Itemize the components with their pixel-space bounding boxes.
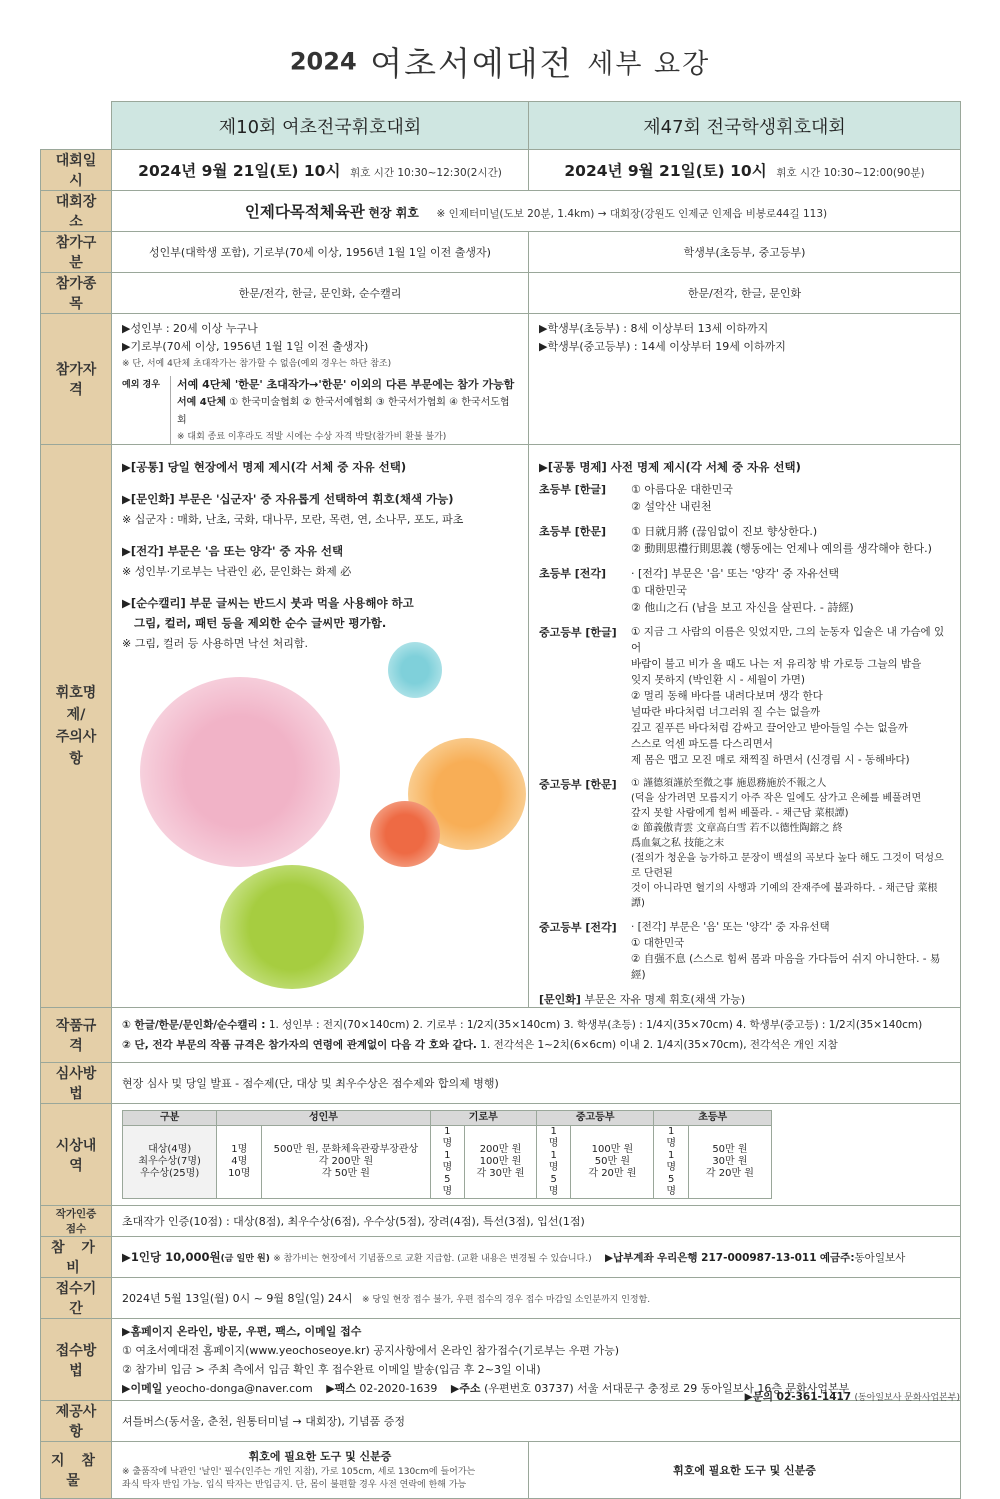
label-period: 접수기간 (41, 1278, 112, 1319)
theme-item-label: 중고등부 [전각] (539, 921, 617, 934)
theme-left-calli-2: 그림, 컬러, 패턴 등을 제외한 순수 글씨만 평가함. (134, 616, 387, 630)
theme-left-seal: ▶[전각] 부문은 '음 또는 양각' 중 자유 선택 (122, 544, 344, 558)
theme-item-text: ① 謹德須謹於至微之事 施恩務施於不報之人 (덕을 삼가려면 모름지기 아주 작은 일에도 삼가고 은혜를 베풀려면 갚지 못할 사람에게 힘써 베풀라. - 채근담 菜根譚) ② 節義傲青雲 文章高白雪 若不以德性陶鎔之 終 爲血氣之私 技能之末 (절의가 청운을 능가하고 문장이 백설의 곡보다 높다 해도 그것이 덕성으로 단련된 것이 아니라면 혈기의 사행과 기예의 잔재주에 불과하다. - 채근담 菜根譚) (631, 778, 944, 909)
qual-secondary: ▶학생부(중고등부) : 14세 이상부터 19세 이하까지 (539, 340, 786, 353)
method-line2: ② 참가비 입금 > 주최 측에서 입금 확인 후 접수완료 이메일 발송(입금 후 2~3일 이내) (122, 1362, 541, 1376)
label-event: 참가종목 (41, 273, 112, 314)
period-cell (112, 1278, 961, 1319)
judge-cell: 현장 심사 및 당일 발표 - 점수제(단, 대상 및 최우수상은 점수제와 합의제 병행) (112, 1063, 961, 1104)
theme-right-common: ▶[공통 명제] 사전 명제 제시(각 서체 중 자유 선택) (539, 460, 801, 474)
venue-tag: 현장 휘호 (368, 206, 419, 220)
column-head-left: 제10회 여초전국휘호대회 (112, 102, 529, 150)
label-qualification: 참가자격 (41, 314, 112, 445)
venue-note: ※ 인제터미널(도보 20분, 1.4km) → 대회장(강원도 인제군 인제읍 비봉로44길 113) (436, 208, 828, 220)
title-year: 2024 (289, 47, 357, 76)
qual-note: ※ 단, 서예 4단체 초대작가는 참가할 수 없음(예외 경우는 하단 참조) (122, 359, 392, 369)
qual-four-label: 서예 4단체 (177, 397, 227, 408)
decor-blob-pink (140, 677, 340, 867)
prize-ranks: 대상(4명) 최우수상(7명) 우수상(25명) (123, 1126, 217, 1199)
category-right: 학생부(초등부, 중고등부) (529, 232, 961, 273)
page-title (0, 38, 1000, 85)
qual-exception-text: 서예 4단체 '한문' 초대작가→'한문' 이외의 다른 부문에는 참가 가능함 (177, 378, 515, 391)
qual-four-note: ※ 대회 종료 이후라도 적발 시에는 수상 자격 박탈(참가비 환불 불가) (177, 432, 447, 442)
venue-main: 인제다목적체육관 (244, 203, 365, 221)
decor-blob-green (220, 865, 364, 989)
contact-footer (745, 1389, 960, 1404)
theme-item-text: ① 아름다운 대한민국 ② 설악산 내린천 (631, 483, 733, 513)
bring-left (112, 1442, 529, 1499)
contact-org: (동아일보사 문화사업본부) (854, 1393, 960, 1403)
spec-line1-bold: ① 한글/한문/문인화/순수캘리 : (122, 1019, 266, 1031)
theme-item-label: 초등부 [한글] (539, 483, 607, 496)
prize-amount: 50만 원 30만 원 각 20만 원 (688, 1126, 771, 1199)
label-cert: 작가인증점수 (41, 1206, 112, 1237)
theme-item-text: · [전각] 부문은 '음' 또는 '양각' 중 자유선택 ① 대한민국 ② 他山之石 (남을 보고 자신을 살핀다. - 詩經) (631, 567, 854, 614)
theme-left-literati-note: ※ 십군자 : 매화, 난초, 국화, 대나무, 모란, 목련, 연, 소나무, 포도, 파초 (122, 513, 464, 526)
prize-count: 1명 4명 10명 (217, 1126, 262, 1199)
guideline-table (40, 101, 961, 1499)
method-address-label: ▶주소 (450, 1381, 481, 1395)
contact-phone: ▶문의 02-361-1417 (744, 1391, 852, 1403)
label-prize: 시상내역 (41, 1104, 112, 1206)
fee-holder-label: 예금주: (819, 1252, 855, 1264)
theme-item-label: 중고등부 [한문] (539, 778, 617, 791)
theme-left-literati: ▶[문인화] 부문은 '십군자' 중 자유롭게 선택하여 휘호(채색 가능) (122, 492, 454, 506)
fee-account-label: ▶납부계좌 (604, 1252, 654, 1264)
prize-count: 1명 1명 5명 (430, 1126, 464, 1199)
date-right-main: 2024년 9월 21일(토) 10시 (564, 162, 767, 180)
theme-left-common: ▶[공통] 당일 현장에서 명제 제시(각 서체 중 자유 선택) (122, 460, 407, 474)
qualification-left (112, 314, 529, 445)
theme-item (539, 523, 950, 557)
theme-item-text: · [전각] 부문은 '음' 또는 '양각' 중 자유선택 ① 대한민국 ② 自强不息 (스스로 힘써 몸과 마음을 가다듬어 쉬지 아니한다. - 易經) (631, 921, 941, 981)
theme-item (539, 919, 950, 983)
fee-cell (112, 1237, 961, 1278)
prize-count: 1명 1명 5명 (654, 1126, 688, 1199)
prize-table (122, 1110, 772, 1199)
event-left: 한문/전각, 한글, 문인화, 순수캘리 (112, 273, 529, 314)
fee-note: ※ 참가비는 현장에서 기념품으로 교환 지급함. (교환 내용은 변경될 수 있습니다.) (273, 1254, 592, 1264)
fee-main-sub: (금 일만 원) (220, 1254, 270, 1264)
label-method: 접수방법 (41, 1319, 112, 1401)
method-email-label: ▶이메일 (122, 1381, 163, 1395)
provide-cell: 셔틀버스(동서울, 춘천, 원통터미널 → 대회장), 기념품 증정 (112, 1401, 961, 1442)
theme-item (539, 776, 950, 911)
prize-head: 구분 (123, 1111, 217, 1126)
decor-blob-teal (388, 642, 442, 698)
theme-left-calli-note: ※ 그림, 컬러 등 사용하면 낙선 처리함. (122, 637, 308, 650)
theme-item (539, 481, 950, 515)
theme-item-label: 중고등부 [한글] (539, 626, 617, 639)
fee-holder: 동아일보사 (854, 1252, 906, 1264)
theme-item-text: ① 日就月將 (끊임없이 진보 향상한다.) ② 動則思禮行則思義 (행동에는 언제나 예의를 생각해야 한다.) (631, 525, 932, 555)
method-address: (우편번호 03737) 서울 서대문구 충정로 29 동아일보사 16층 문화사업본부 (484, 1381, 850, 1395)
date-right-sub: 휘호 시간 10:30~12:00(90분) (776, 167, 925, 179)
theme-item-label: 초등부 [한문] (539, 525, 607, 538)
prize-head: 초등부 (654, 1111, 772, 1126)
theme-item-text: ① 지금 그 사람의 이름은 잊었지만, 그의 눈동자 입술은 내 가슴에 있어 바람이 불고 비가 올 때도 나는 저 유리창 밖 가로등 그늘의 밤을 잊지 못하지 (박인환 시 - 세월이 가면) ② 멀리 동해 바다를 내려다보며 생각 한다 널따란 바다처럼 너그러워 질 수는 없을까 깊고 짙푸른 바다처럼 감싸고 끌어안고 받아들일 수는 없을까 스스로 억센 파도를 다스리면서 제 몸은 맵고 모진 매로 채찍질 하면서 (신경림 시 - 동해바다) (631, 626, 945, 766)
label-theme: 휘호명제/ 주의사항 (41, 445, 112, 1008)
qualification-right (529, 314, 961, 445)
label-bring: 지 참 물 (41, 1442, 112, 1499)
bring-left-note: ※ 출품작에 낙관인 '날인' 필수(인주는 개인 지참), 가로 105cm, 세로 130cm에 들어가는 좌식 탁자 반입 가능. 입식 탁자는 반입금지. 단, 몸이 불편할 경우 사전 연락에 한해 가능 (122, 1467, 476, 1490)
date-left-sub: 휘호 시간 10:30~12:30(2시간) (350, 167, 502, 179)
theme-left-calli: ▶[순수캘리] 부문 글씨는 반드시 붓과 먹을 사용해야 하고 (122, 596, 414, 610)
date-left-main: 2024년 9월 21일(토) 10시 (138, 162, 341, 180)
category-left: 성인부(대학생 포함), 기로부(70세 이상, 1956년 1월 1일 이전 출생자) (112, 232, 529, 273)
method-fax-label: ▶팩스 (326, 1381, 356, 1395)
fee-account: 우리은행 217-000987-13-011 (656, 1252, 817, 1264)
spec-line2-bold: ② 단, 전각 부문의 작품 규격은 참가자의 연령에 관계없이 다음 각 호와 같다. (122, 1039, 477, 1051)
label-category: 참가구분 (41, 232, 112, 273)
prize-amount: 100만 원 50만 원 각 20만 원 (571, 1126, 654, 1199)
method-fax: 02-2020-1639 (359, 1381, 438, 1395)
date-right (529, 150, 961, 191)
method-email[interactable]: yeocho-donga@naver.com (165, 1381, 313, 1395)
label-judge: 심사방법 (41, 1063, 112, 1104)
title-main: 여초서예대전 (370, 44, 574, 83)
venue-cell (112, 191, 961, 232)
bring-right: 휘호에 필요한 도구 및 신분증 (529, 1442, 961, 1499)
period-main: 2024년 5월 13일(월) 0시 ~ 9월 8일(일) 24시 (122, 1292, 353, 1305)
spec-cell (112, 1008, 961, 1063)
theme-right-literati-label: [문인화] (539, 993, 581, 1006)
method-head: ▶홈페이지 온라인, 방문, 우편, 팩스, 이메일 접수 (122, 1324, 362, 1338)
prize-amount: 200만 원 100만 원 각 30만 원 (465, 1126, 537, 1199)
theme-item-label: 초등부 [전각] (539, 567, 607, 580)
label-venue: 대회장소 (41, 191, 112, 232)
qual-four-text: ① 한국미술협회 ② 한국서예협회 ③ 한국서가협회 ④ 한국서도협회 (177, 397, 510, 426)
spec-line2: 1. 전각석은 1~2치(6×6cm) 이내 2. 1/4지(35×70cm), 전각석은 개인 지참 (476, 1039, 838, 1051)
event-right: 한문/전각, 한글, 문인화 (529, 273, 961, 314)
prize-cell (112, 1104, 961, 1206)
column-head-right: 제47회 전국학생휘호대회 (529, 102, 961, 150)
theme-right (529, 445, 961, 1008)
label-date: 대회일시 (41, 150, 112, 191)
prize-amount: 500만 원, 문화체육관광부장관상 각 200만 원 각 50만 원 (262, 1126, 430, 1199)
theme-item (539, 565, 950, 616)
prize-head: 기로부 (430, 1111, 536, 1126)
theme-item (539, 624, 950, 768)
fee-main: ▶1인당 10,000원 (122, 1250, 221, 1264)
date-left (112, 150, 529, 191)
decor-blob-red (370, 801, 440, 867)
prize-head: 성인부 (217, 1111, 430, 1126)
qual-elder: ▶기로부(70세 이상, 1956년 1월 1일 이전 출생자) (122, 340, 369, 353)
corner-cell (41, 102, 112, 150)
theme-left (112, 445, 529, 1008)
label-provide: 제공사항 (41, 1401, 112, 1442)
qual-adult: ▶성인부 : 20세 이상 누구나 (122, 322, 258, 335)
prize-count: 1명 1명 5명 (536, 1126, 570, 1199)
period-note: ※ 당일 현장 접수 불가, 우편 접수의 경우 접수 마감일 소인분까지 인정함. (361, 1295, 651, 1305)
qual-elementary: ▶학생부(초등부) : 8세 이상부터 13세 이하까지 (539, 322, 769, 335)
spec-line1: 1. 성인부 : 전지(70×140cm) 2. 기로부 : 1/2지(35×140cm) 3. 학생부(초등) : 1/4지(35×70cm) 4. 학생부(중고등) : 1/2지(35×140cm) (265, 1019, 923, 1031)
title-subtitle: 세부 요강 (587, 49, 711, 80)
label-fee: 참 가 비 (41, 1237, 112, 1278)
cert-cell: 초대작가 인증(10점) : 대상(8점), 최우수상(6점), 우수상(5점), 장려(4점), 특선(3점), 입선(1점) (112, 1206, 961, 1237)
bring-left-head: 휘호에 필요한 도구 및 신분증 (248, 1450, 392, 1463)
qual-exception-label: 예외 경우 (122, 380, 160, 390)
prize-head: 중고등부 (536, 1111, 654, 1126)
label-spec: 작품규격 (41, 1008, 112, 1063)
method-line1: ① 여초서예대전 홈페이지(www.yeochoseoye.kr) 공지사항에서 온라인 참가접수(기로부는 우편 가능) (122, 1343, 620, 1357)
theme-right-literati-text: 부문은 자유 명제 휘호(채색 가능) (580, 993, 746, 1006)
theme-left-seal-note: ※ 성인부·기로부는 낙관인 必, 문인화는 화제 必 (122, 565, 352, 578)
